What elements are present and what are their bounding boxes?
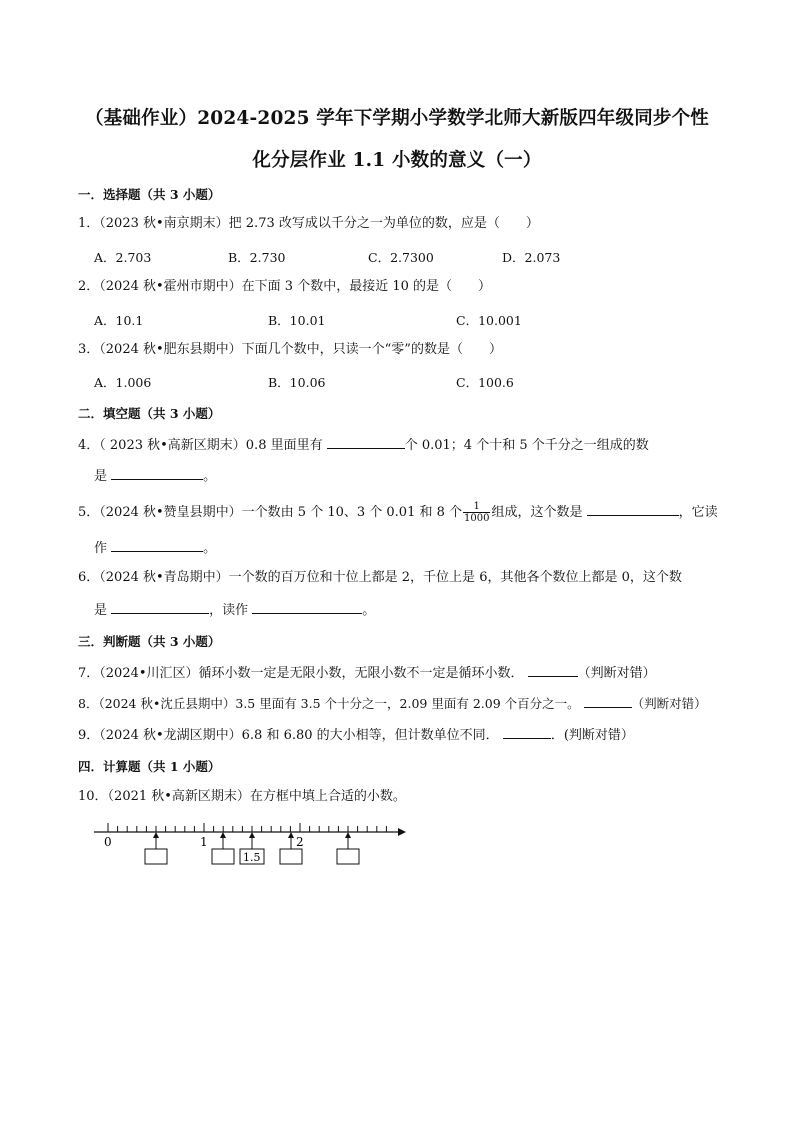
q1-option-b: B．2.730 — [228, 250, 286, 265]
q4-blank-2[interactable] — [111, 466, 203, 480]
q9-blank[interactable] — [503, 725, 551, 739]
q5-frac-denominator: 1000 — [464, 513, 490, 524]
question-9 — [78, 725, 634, 745]
q6-blank-1[interactable] — [111, 600, 209, 614]
section-fill-heading: 二．填空题（共 3 小题） — [78, 406, 221, 421]
q2-option-b: B．10.01 — [268, 313, 326, 328]
answer-box-4[interactable] — [337, 849, 359, 864]
number-line-label-0: 0 — [104, 835, 112, 849]
q5-text-b: 组成，这个数是 — [491, 505, 587, 520]
q4-text-b: 个 0.01；4 个十和 5 个千分之一组成的数 — [404, 438, 649, 453]
number-line-arrowhead — [398, 828, 406, 836]
section-choice-heading: 一．选择题（共 3 小题） — [78, 187, 221, 202]
q6-text-c: ，读作 — [209, 603, 253, 618]
answer-box-3[interactable] — [280, 849, 302, 864]
q1-option-a: A．2.703 — [94, 250, 152, 265]
q2-option-a: A．10.1 — [94, 313, 144, 328]
q2-option-c: C．10.001 — [456, 313, 522, 328]
q5-text-a: 5．（2024 秋•赞皇县期中）一个数由 5 个 10、3 个 0.01 和 8 个 — [78, 505, 463, 520]
question-4-line1 — [78, 435, 649, 455]
q5-blank-2[interactable] — [111, 538, 203, 552]
q5-text-e: 。 — [203, 541, 217, 556]
question-6-line1: 6．（2024 秋•青岛期中）一个数的百万位和十位上都是 2，千位上是 6，其他各个数位上都是 0，这个数 — [78, 570, 682, 585]
question-5-line2 — [94, 538, 216, 558]
q8-blank[interactable] — [584, 694, 632, 708]
question-1-stem: 1．（2023 秋•南京期末）把 2.73 改写成以千分之一为单位的数，应是（ ） — [78, 216, 539, 231]
q3-option-c: C．100.6 — [456, 375, 514, 390]
number-line-figure — [88, 818, 408, 870]
q9-suffix: ．(判断对错） — [550, 728, 634, 743]
q5-fraction — [463, 501, 490, 524]
question-5-line1 — [78, 500, 718, 526]
answer-box-2[interactable] — [212, 849, 234, 864]
answer-box-1[interactable] — [145, 849, 167, 864]
question-8 — [78, 694, 707, 713]
q6-text-d: 。 — [362, 603, 376, 618]
question-6-line2 — [94, 600, 375, 620]
number-line-ticks — [108, 823, 386, 832]
q6-text-b: 是 — [94, 603, 112, 618]
section-judge-heading: 三．判断题（共 3 小题） — [78, 634, 221, 649]
number-line-label-2: 2 — [296, 835, 304, 849]
given-box-value: 1.5 — [243, 851, 261, 864]
question-7 — [78, 663, 656, 683]
pointer-arrowhead-3 — [249, 832, 255, 838]
pointer-arrowhead-1 — [153, 832, 159, 838]
page-title-line2: 化分层作业 1.1 小数的意义（一） — [252, 150, 542, 171]
question-10-stem: 10．（2021 秋•高新区期末）在方框中填上合适的小数。 — [78, 789, 406, 804]
q6-blank-2[interactable] — [252, 600, 362, 614]
q5-frac-numerator: 1 — [463, 501, 490, 513]
number-line-label-1: 1 — [200, 835, 208, 849]
q1-option-c: C．2.7300 — [368, 250, 434, 265]
q5-text-c: ，它读 — [678, 505, 718, 520]
q3-option-a: A．1.006 — [94, 375, 152, 390]
q1-option-d: D．2.073 — [502, 250, 561, 265]
section-calc-heading: 四．计算题（共 1 小题） — [78, 759, 221, 774]
q4-text-d: 。 — [203, 469, 217, 484]
q8-text: 8．（2024 秋•沈丘县期中）3.5 里面有 3.5 个十分之一，2.09 里面有 2.09 个百分之一。 — [78, 696, 580, 711]
pointer-arrowhead-4 — [288, 832, 294, 838]
pointer-arrowhead-5 — [345, 832, 351, 838]
q4-text-a: 4．（ 2023 秋•高新区期末）0.8 里面里有 — [78, 438, 327, 453]
question-4-line2 — [94, 466, 216, 486]
page-title-line1: （基础作业）2024-2025 学年下学期小学数学北师大新版四年级同步个性 — [85, 108, 709, 129]
pointer-arrowhead-2 — [220, 832, 226, 838]
q7-suffix: （判断对错） — [577, 666, 656, 681]
q3-option-b: B．10.06 — [268, 375, 326, 390]
question-2-stem: 2．（2024 秋•霍州市期中）在下面 3 个数中，最接近 10 的是（ ） — [78, 279, 491, 294]
q7-text: 7．（2024•川汇区）循环小数一定是无限小数，无限小数不一定是循环小数． — [78, 666, 524, 681]
q8-suffix: （判断对错） — [631, 696, 707, 711]
q7-blank[interactable] — [528, 663, 578, 677]
q5-text-d: 作 — [94, 541, 112, 556]
q4-text-c: 是 — [94, 469, 112, 484]
number-line-pointers — [153, 832, 351, 849]
q4-blank-1[interactable] — [327, 435, 405, 449]
q5-blank-1[interactable] — [587, 502, 679, 516]
question-3-stem: 3．（2024 秋•肥东县期中）下面几个数中，只读一个“零”的数是（ ） — [78, 342, 502, 357]
q9-text: 9．（2024 秋•龙湖区期中）6.8 和 6.80 的大小相等，但计数单位不同． — [78, 728, 499, 743]
